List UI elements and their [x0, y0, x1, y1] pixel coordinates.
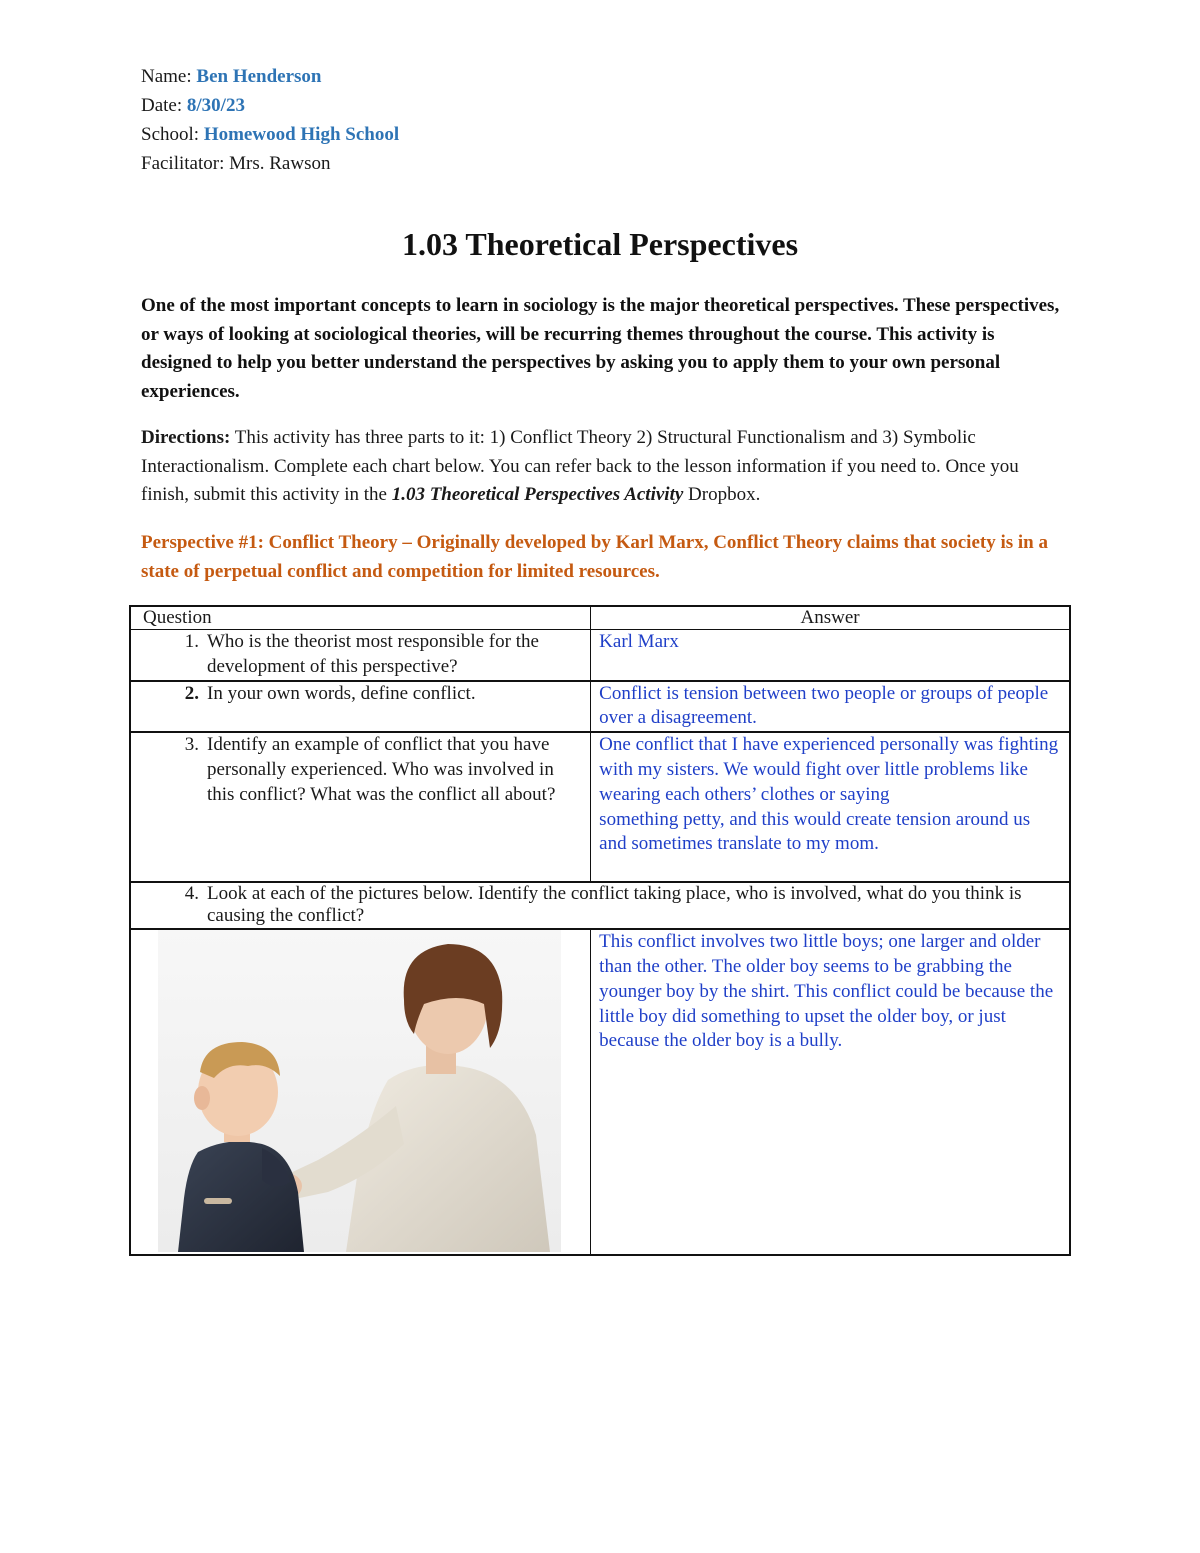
facilitator-value: Mrs. Rawson: [229, 153, 331, 174]
page-title: 1.03 Theoretical Perspectives: [401, 226, 799, 262]
student-info: [141, 62, 399, 178]
answer-cell: Conflict is tension between two people or groups of people over a disagreement.: [591, 681, 1070, 733]
question-cell: 1. Who is the theorist most responsible for the development of this perspective?: [130, 630, 591, 681]
name-line: Name: Ben Henderson: [141, 66, 322, 87]
table-row: [130, 882, 1070, 929]
conflict-theory-table: [129, 605, 1071, 1256]
question-cell: 3. Identify an example of conflict that you have personally experienced. Who was involved in this conflict? What was the conflict all about?: [130, 732, 591, 882]
intro-paragraph: One of the most important concepts to learn in sociology is the major theoretical perspectives. These perspectives, or ways of looking at sociological theories, will be recurring themes throughout the course. This activity is designed to help you better understand the perspectives by asking you to apply them to your own personal experiences.: [141, 295, 1060, 402]
picture-answer-cell: This conflict involves two little boys; one larger and older than the other. The older boy seems to be grabbing the younger boy by the shirt. This conflict could be because the little boy did something to upset the older boy, or just because the older boy is a bully.: [591, 929, 1070, 1255]
activity-name: 1.03 Theoretical Perspectives Activity: [391, 484, 684, 505]
date-line: Date: 8/30/23: [141, 95, 245, 116]
question-header: Question: [130, 606, 591, 630]
directions-label: Directions:: [141, 427, 231, 448]
table-row: [130, 732, 1070, 882]
answer-header: Answer: [591, 606, 1070, 630]
table-row: [130, 681, 1070, 733]
answer-cell: One conflict that I have experienced personally was fighting with my sisters. We would fight over little problems like wearing each others’ clothes or saying something petty, and this would create tension around us and sometimes translate to my mom.: [591, 732, 1070, 882]
perspective-heading: Perspective #1: Conflict Theory – Originally developed by Karl Marx, Conflict Theory claims that society is in a state of perpetual conflict and competition for limited resources.: [141, 532, 1048, 582]
table-header-row: [130, 606, 1070, 630]
question-cell: 4. Look at each of the pictures below. Identify the conflict taking place, who is involved, what do you think is causing the conflict?: [130, 882, 1070, 929]
facilitator-line: Facilitator: Mrs. Rawson: [141, 153, 331, 174]
school-value: Homewood High School: [203, 124, 400, 145]
school-line: School: Homewood High School: [141, 124, 400, 145]
table-row: [130, 929, 1070, 1255]
date-value: 8/30/23: [186, 95, 245, 116]
table-row: [130, 630, 1070, 681]
answer-cell: Karl Marx: [591, 630, 1070, 681]
question-cell: 2. In your own words, define conflict.: [130, 681, 591, 733]
conflict-photo: [158, 930, 561, 1252]
picture-cell: [130, 929, 591, 1255]
student-name: Ben Henderson: [196, 66, 322, 87]
directions-paragraph: Directions: This activity has three parts to it: 1) Conflict Theory 2) Structural Functionalism and 3) Symbolic Interactionalism. Complete each chart below. You can refer back to the lesson information if you need to. Once you finish, submit this activity in the 1.03 Theoretical Perspectives Activity Dropbox.: [141, 427, 1019, 505]
